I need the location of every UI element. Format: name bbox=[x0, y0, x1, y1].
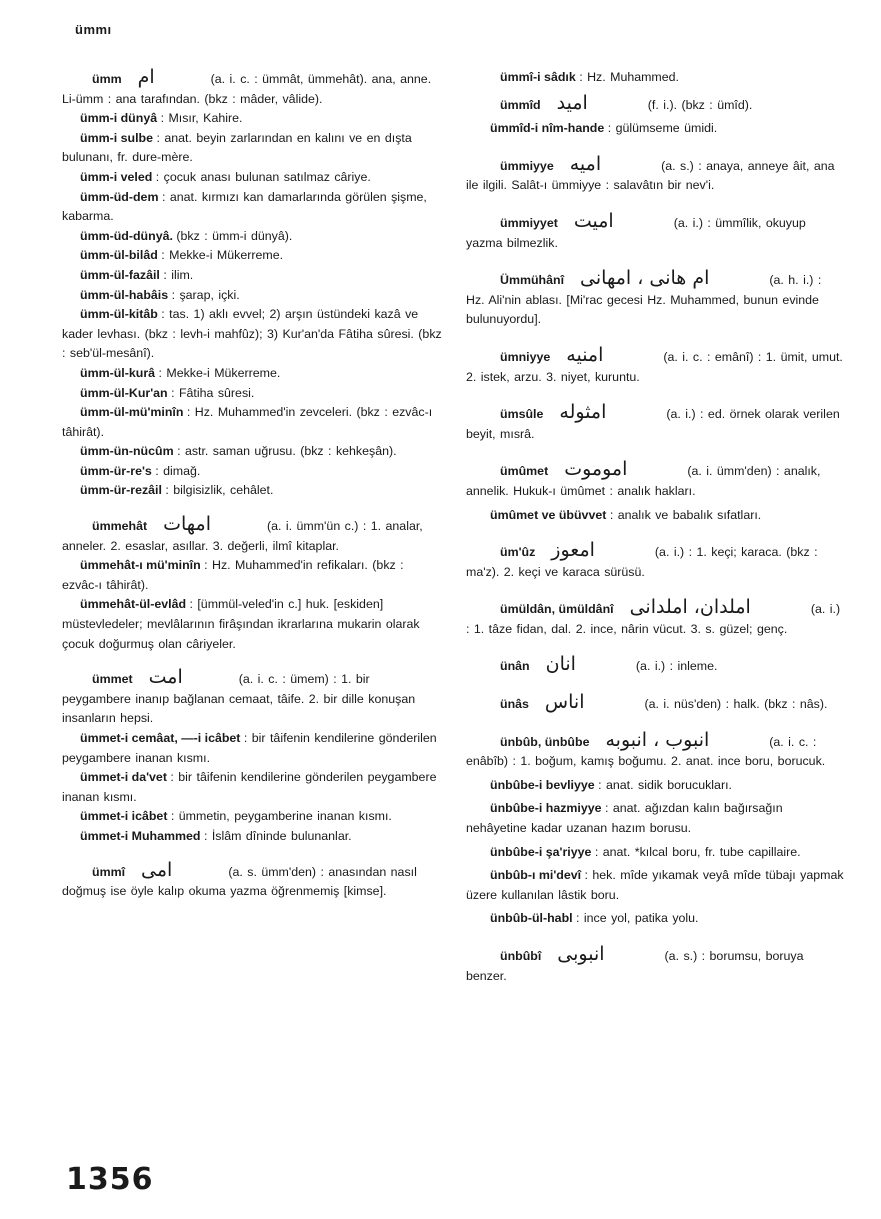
running-head: ümmı bbox=[75, 22, 112, 37]
dictionary-entry bbox=[62, 668, 442, 729]
entry-arabic-script: امثوله bbox=[559, 401, 607, 424]
entry-headword: ümmehât-ül-evlâd bbox=[80, 597, 187, 612]
dictionary-subentry bbox=[62, 384, 442, 404]
entry-definition: : Hz. Muhammed'in zevceleri. (bkz : ezvâc-ı tâhirât). bbox=[62, 405, 433, 439]
entry-headword: ümmet-i icâbet bbox=[80, 809, 168, 824]
dictionary-entry bbox=[466, 343, 844, 387]
dictionary-subentry bbox=[62, 807, 442, 827]
entry-definition: : İslâm dîninde bulunanlar. bbox=[203, 828, 352, 843]
entry-arabic-script: امیت bbox=[573, 209, 614, 232]
entry-headword: ümmî-i sâdık bbox=[500, 70, 576, 84]
entry-headword: ümm-ül-mü'minîn bbox=[80, 405, 184, 420]
entry-definition: (a. i.) : 1. tâze fidan, dal. 2. ince, nârin vücut. 3. s. güzel; genç. bbox=[466, 602, 841, 636]
dictionary-subentry bbox=[62, 595, 442, 654]
entry-definition: (a. i. c. : emânî) : 1. ümit, umut. 2. istek, arzu. 3. niyet, kuruntu. bbox=[466, 349, 843, 384]
dictionary-subentry bbox=[466, 909, 844, 929]
dictionary-subentry bbox=[62, 305, 442, 364]
entry-arabic-script: امی bbox=[141, 858, 173, 881]
entry-headword: ünbûb, ünbûbe bbox=[500, 734, 590, 749]
dictionary-entry bbox=[62, 858, 442, 902]
entry-headword: ümm bbox=[92, 72, 122, 86]
left-column bbox=[62, 68, 442, 902]
entry-definition: : Mekke-i Mükerreme. bbox=[161, 248, 284, 263]
entry-arabic-script: امنیه bbox=[566, 343, 604, 366]
dictionary-subentry bbox=[466, 799, 844, 838]
dictionary-subentry bbox=[62, 168, 442, 188]
entry-headword: ünân bbox=[500, 659, 530, 674]
entry-definition: : anat. kırmızı kan damarlarında görülen şişme, kabarma. bbox=[62, 189, 427, 224]
dictionary-entry bbox=[62, 68, 442, 109]
entry-headword: ümm-ül-habâis bbox=[80, 287, 169, 302]
entry-definition: (a. i. c. : enâbîb) : 1. boğum, kamış boğumu. 2. anat. ince boru, borucuk. bbox=[466, 734, 826, 769]
entry-definition: : dimağ. bbox=[155, 463, 201, 478]
entry-definition: (a. i. ümm'ün c.) : 1. analar, anneler. 2. esaslar, asıllar. 3. değerli, ilmî kitaplar. bbox=[62, 519, 423, 553]
entry-arabic-script: املدان، املدانی bbox=[629, 596, 751, 619]
dictionary-subentry bbox=[62, 266, 442, 286]
dictionary-entry bbox=[466, 91, 844, 116]
entry-headword: ümmet-i da'vet bbox=[80, 770, 167, 785]
entry-definition: : tas. 1) aklı evvel; 2) arşın üstündeki kazâ ve kader levhası. (bkz : levh-i mahfûz); 3) Kur'an'da Fâtiha sûresi. (bkz : seb'ül-mesânî). bbox=[62, 307, 442, 361]
entry-definition: : Hz. Muhammed. bbox=[579, 70, 679, 84]
entry-arabic-script: انبوب ، انبوبه bbox=[605, 728, 710, 751]
entry-definition: : anat. *kılcal boru, fr. tube capillaire. bbox=[594, 844, 801, 859]
entry-headword: ümûmet bbox=[500, 464, 549, 479]
dictionary-subentry bbox=[62, 246, 442, 266]
entry-definition: (a. i.) : 1. keçi; karaca. (bkz : ma'z). 2. keçi ve karaca sürüsü. bbox=[466, 545, 818, 579]
dictionary-entry bbox=[466, 541, 844, 582]
dictionary-subentry bbox=[62, 827, 442, 847]
dictionary-subentry bbox=[62, 729, 442, 768]
entry-definition: (a. i.) : inleme. bbox=[635, 659, 718, 674]
entry-definition: (a. i.) : ümmîlik, okuyup yazma bilmezlik. bbox=[466, 215, 806, 250]
dictionary-entry bbox=[466, 209, 844, 253]
entry-headword: ümûmet ve übüvvet bbox=[490, 507, 607, 522]
dictionary-subentry bbox=[466, 843, 844, 863]
entry-headword: ümm-ül-kurâ bbox=[80, 365, 156, 380]
entry-headword: ümm-ül-kitâb bbox=[80, 307, 158, 322]
entry-headword: ümmehât bbox=[92, 519, 148, 534]
entry-definition: : ilim. bbox=[163, 267, 194, 282]
entry-headword: ümm-i veled bbox=[80, 169, 153, 184]
entry-arabic-script: انبوبی bbox=[557, 943, 605, 965]
entry-arabic-script: ام هانی ، امهانی bbox=[580, 267, 710, 290]
dictionary-subentry bbox=[62, 442, 442, 462]
dictionary-subentry bbox=[62, 481, 442, 501]
dictionary-entry bbox=[466, 655, 844, 677]
entry-headword: ünbûbe-i bevliyye bbox=[490, 777, 595, 792]
entry-headword: ümmîd bbox=[500, 97, 541, 112]
dictionary-entry bbox=[466, 269, 844, 330]
page-number: 1356 bbox=[66, 1162, 154, 1197]
entry-headword: ümm-üd-dem bbox=[80, 189, 159, 204]
dictionary-entry bbox=[466, 945, 844, 986]
dictionary-subentry bbox=[62, 227, 442, 247]
entry-definition: : bir tâifenin kendilerine gönderilen peygambere inanan kısmı. bbox=[62, 770, 437, 804]
dictionary-subentry bbox=[62, 364, 442, 384]
entry-definition: : [ümmül-veled'in c.] huk. [eskiden] müstevledeler; mevlâlarının firâşından ikrarlarına mukarin olarak çocuk doğurmuş olan câriyeler. bbox=[62, 597, 420, 651]
entry-headword: ümm-ün-nücûm bbox=[80, 444, 174, 459]
entry-definition: (a. s.) : borumsu, boruya benzer. bbox=[466, 949, 804, 983]
entry-arabic-script: اموموت bbox=[564, 458, 628, 481]
entry-definition: (a. i. nüs'den) : halk. (bkz : nâs). bbox=[644, 697, 828, 712]
entry-definition: : ümmetin, peygamberine inanan kısmı. bbox=[170, 809, 392, 824]
dictionary-subentry bbox=[466, 506, 844, 526]
entry-definition: (a. s.) : anaya, anneye âit, ana ile ilgili. Salât-ı ümmiyye : salavâtın bir nev'i. bbox=[466, 158, 835, 193]
entry-definition: : hek. mîde yıkamak veyâ mîde tübajı yapmak üzere kullanılan lâstik boru. bbox=[466, 868, 844, 902]
dictionary-subentry bbox=[62, 556, 442, 595]
entry-arabic-script: انان bbox=[545, 653, 576, 676]
dictionary-subentry bbox=[62, 129, 442, 168]
entry-definition: (a. i.) : ed. örnek olarak verilen beyit, mısrâ. bbox=[466, 407, 840, 441]
entry-headword: ünbûbî bbox=[500, 949, 542, 963]
entry-definition: (a. i. c. : ümmât, ümmehât). ana, anne. Li-ümm : ana tarafından. (bkz : mâder, vâlide). bbox=[62, 72, 432, 106]
entry-definition: (f. i.). (bkz : ümîd). bbox=[647, 97, 753, 112]
entry-arabic-script: امت bbox=[148, 666, 183, 689]
entry-headword: ümm-ül-fazâil bbox=[80, 267, 160, 282]
entry-headword: ünbûbe-i hazmiyye bbox=[490, 801, 602, 816]
dictionary-subentry bbox=[62, 403, 442, 442]
right-column bbox=[466, 68, 844, 986]
entry-definition: : Hz. Muhammed'in refikaları. (bkz : ezvâc-ı tâhirât). bbox=[62, 558, 404, 592]
entry-definition: : astr. saman uğrusu. (bkz : kehkeşân). bbox=[177, 444, 397, 459]
dictionary-entry bbox=[466, 68, 844, 88]
entry-headword: ümm-ül-Kur'an bbox=[80, 385, 168, 400]
entry-headword: ümmet-i cemâat, —-i icâbet bbox=[80, 731, 241, 745]
entry-headword: ümm-i dünyâ bbox=[80, 111, 158, 126]
dictionary-subentry bbox=[62, 768, 442, 807]
entry-arabic-script: اناس bbox=[544, 691, 585, 714]
entry-definition: : anat. ağızdan kalın bağırsağın nehâyetine kadar uzanan hazım borusu. bbox=[466, 801, 783, 836]
entry-headword: ümmiyyet bbox=[500, 215, 558, 230]
entry-headword: ümmet-i Muhammed bbox=[80, 828, 201, 843]
entry-arabic-script: امهات bbox=[163, 513, 211, 536]
dictionary-entry bbox=[466, 460, 844, 501]
entry-headword: ümm-ür-re's bbox=[80, 463, 152, 478]
entry-headword: ümüldân, ümüldânî bbox=[500, 602, 614, 617]
dictionary-subentry bbox=[466, 866, 844, 905]
entry-definition: : şarap, içki. bbox=[171, 287, 240, 302]
entry-arabic-script: ام bbox=[137, 66, 155, 88]
entry-headword: ümmet bbox=[92, 672, 133, 687]
entry-headword: ümmî bbox=[92, 864, 126, 879]
entry-headword: ümmehât-ı mü'minîn bbox=[80, 558, 201, 573]
dictionary-subentry bbox=[466, 119, 844, 139]
entry-arabic-script: امعوز bbox=[551, 539, 595, 562]
entry-definition: : bilgisizlik, cehâlet. bbox=[165, 483, 274, 498]
dictionary-subentry bbox=[62, 188, 442, 227]
entry-headword: ümniyye bbox=[500, 349, 551, 364]
entry-definition: (a. i. ümm'den) : analık, annelik. Hukuk-ı ümûmet : analık hakları. bbox=[466, 464, 821, 498]
entry-headword: ümm-ül-bilâd bbox=[80, 248, 158, 263]
entry-headword: ümm-ür-rezâil bbox=[80, 483, 162, 498]
entry-headword: ümsûle bbox=[500, 407, 544, 422]
entry-headword: üm'ûz bbox=[500, 545, 536, 560]
entry-definition: : Mısır, Kahire. bbox=[160, 111, 243, 126]
dictionary-entry bbox=[466, 693, 844, 715]
dictionary-subentry bbox=[62, 109, 442, 129]
entry-headword: ünbûb-ül-habl bbox=[490, 911, 573, 926]
dictionary-entry bbox=[466, 403, 844, 444]
entry-definition: (a. h. i.) : Hz. Ali'nin ablası. [Mi'rac gecesi Hz. Muhammed, bunun evinde bulunuyordu]. bbox=[466, 273, 822, 327]
entry-definition: (bkz : ümm-i dünyâ). bbox=[176, 228, 293, 243]
dictionary-subentry bbox=[62, 462, 442, 482]
entry-definition: : ince yol, patika yolu. bbox=[576, 911, 699, 926]
entry-headword: ümm-i sulbe bbox=[80, 130, 153, 145]
entry-definition: : çocuk anası bulunan satılmaz câriye. bbox=[155, 169, 371, 184]
entry-definition: : anat. sidik borucukları. bbox=[598, 777, 732, 792]
entry-definition: : analık ve babalık sıfatları. bbox=[609, 507, 762, 522]
entry-arabic-script: امید bbox=[556, 91, 588, 114]
dictionary-subentry bbox=[62, 286, 442, 306]
entry-headword: ünbûb-ı mi'devî bbox=[490, 868, 582, 883]
entry-definition: (a. s. ümm'den) : anasından nasıl doğmuş ise öyle kalıp okuma yazma öğrenmemiş [kimse]. bbox=[62, 864, 417, 899]
entry-definition: : Mekke-i Mükerreme. bbox=[158, 365, 281, 380]
entry-headword: Ümmühânî bbox=[500, 273, 565, 288]
entry-definition: : bir tâifenin kendilerine gönderilen peygambere inanan kısmı. bbox=[62, 731, 437, 765]
entry-headword: ümmiyye bbox=[500, 158, 554, 173]
entry-definition: : anat. beyin zarlarından en kalını ve en dışta bulunanı, fr. dure-mère. bbox=[62, 130, 412, 165]
dictionary-entry bbox=[466, 728, 844, 772]
dictionary-subentry bbox=[466, 776, 844, 796]
dictionary-entry bbox=[62, 515, 442, 556]
entry-arabic-script: امیه bbox=[569, 152, 602, 175]
entry-headword: ümmîd-i nîm-hande bbox=[490, 121, 605, 136]
entry-headword: ünbûbe-i şa'riyye bbox=[490, 844, 592, 859]
entry-definition: : gülümseme ümidi. bbox=[607, 121, 718, 136]
entry-headword: ümm-üd-dünyâ. bbox=[80, 228, 173, 243]
entry-headword: ünâs bbox=[500, 697, 529, 712]
entry-definition: (a. i. c. : ümem) : 1. bir peygambere inanıp bağlanan cemaat, tâife. 2. bir dille konuşan insanların hepsi. bbox=[62, 672, 416, 726]
dictionary-entry bbox=[466, 152, 844, 196]
dictionary-entry bbox=[466, 598, 844, 639]
entry-definition: : Fâtiha sûresi. bbox=[171, 385, 255, 400]
